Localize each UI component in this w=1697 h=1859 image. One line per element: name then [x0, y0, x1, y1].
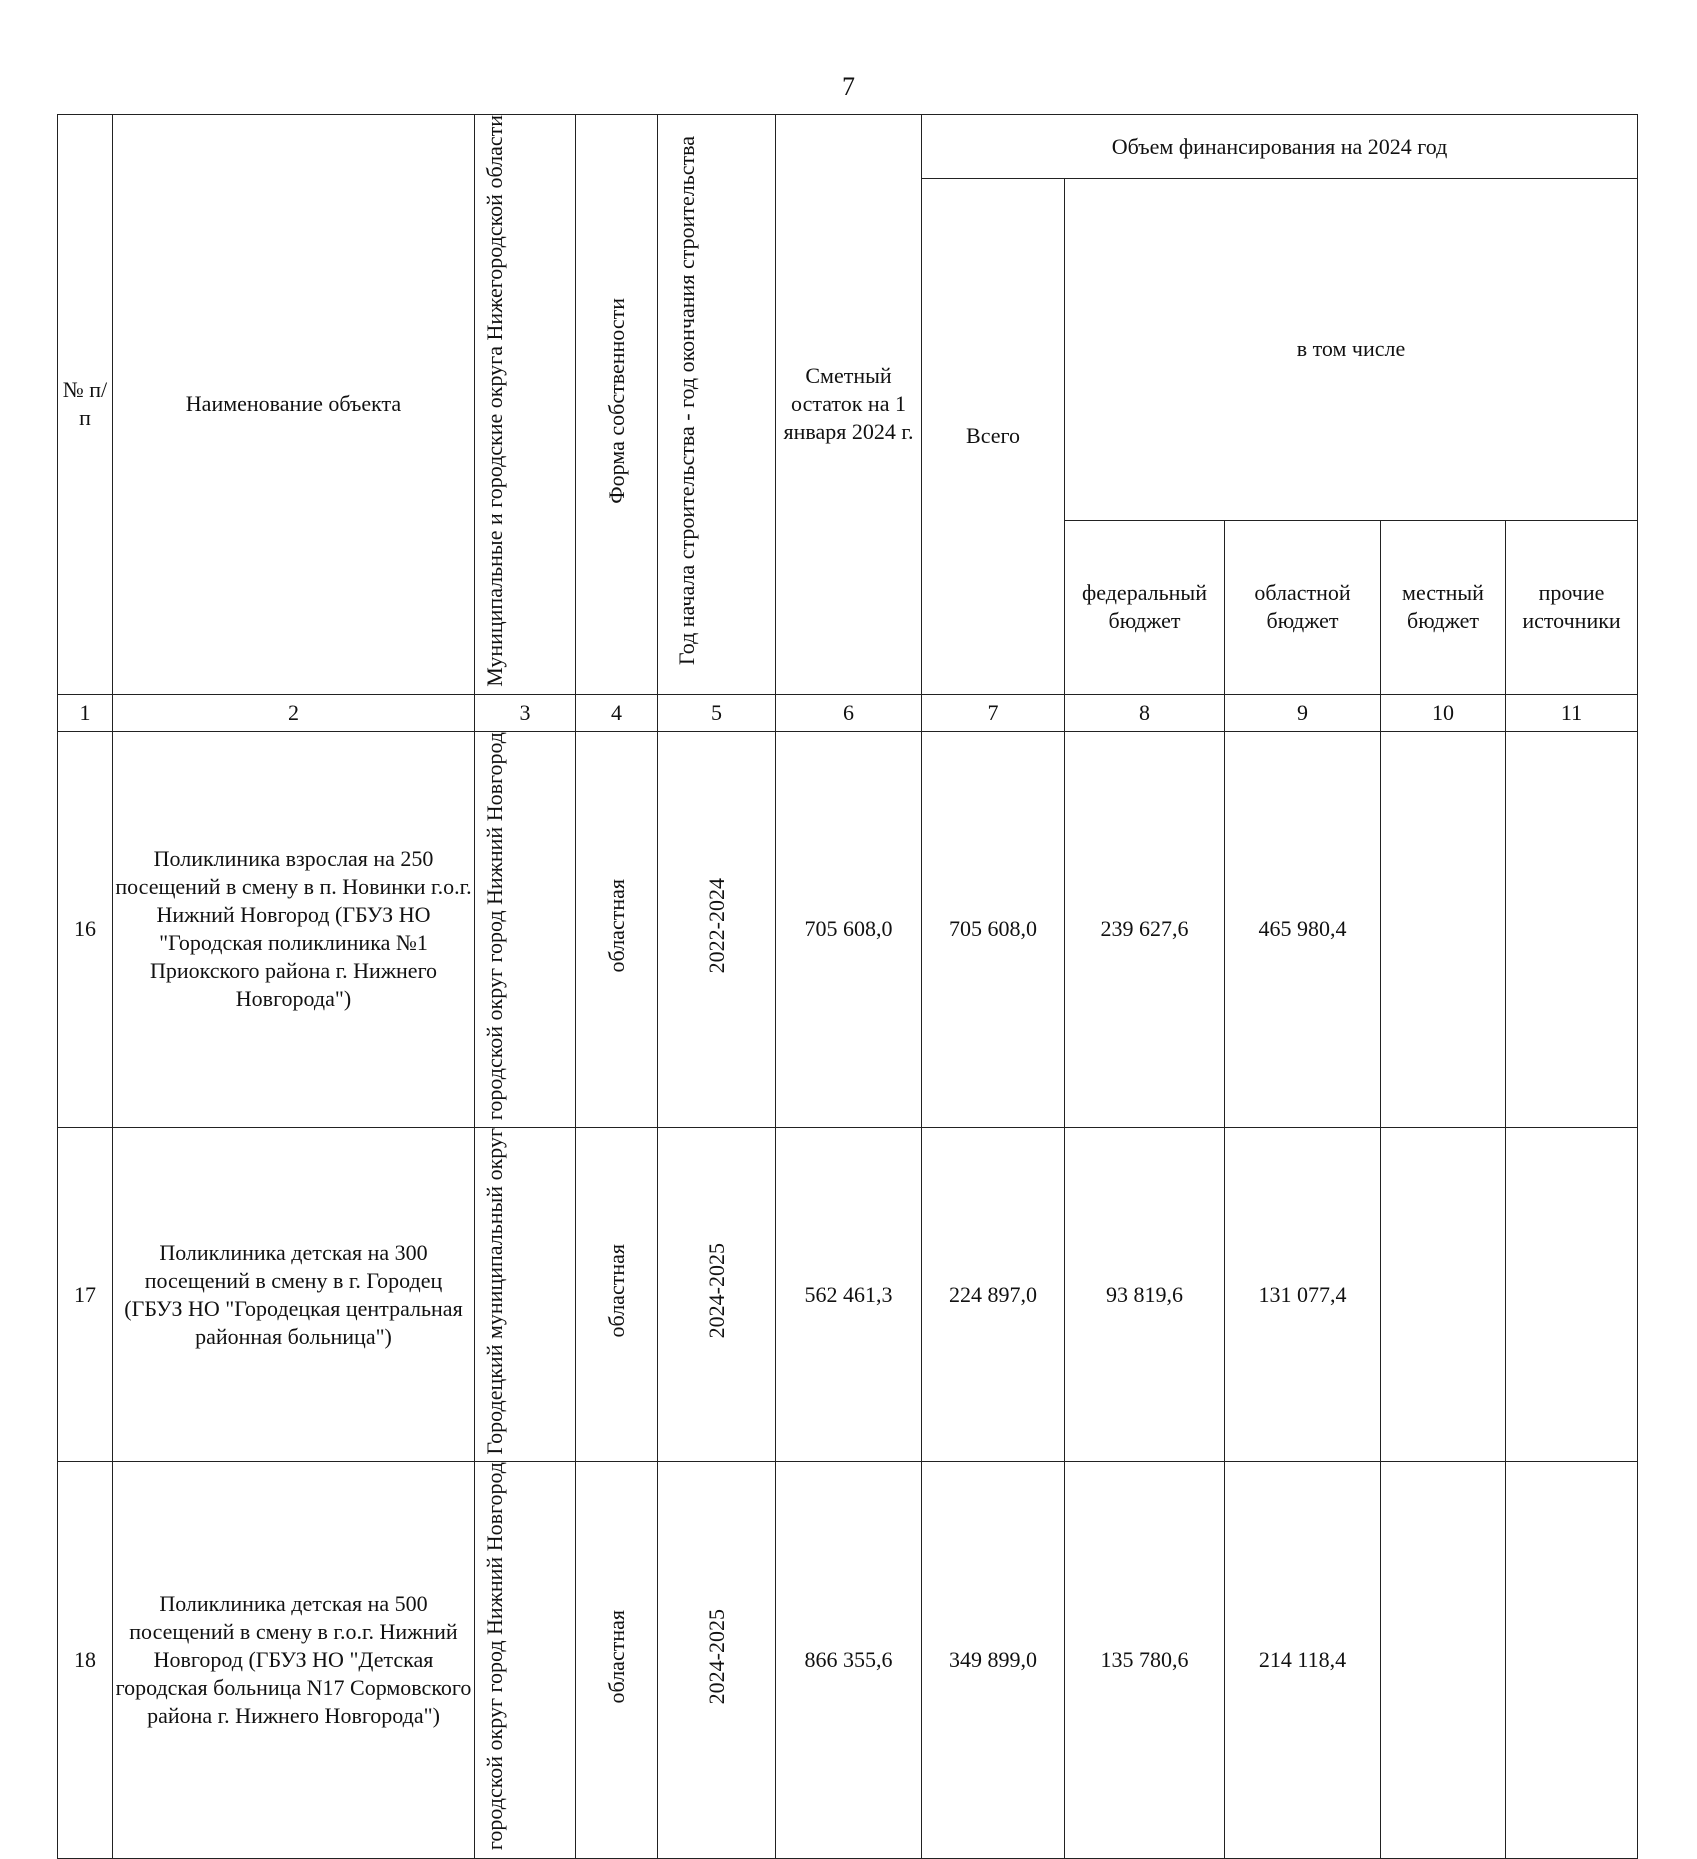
- row-municipality-cell: [475, 731, 576, 1127]
- row-municipality: городской округ город Нижний Новгород: [482, 1462, 507, 1851]
- row-total: 224 897,0: [922, 1127, 1065, 1462]
- column-number: 2: [113, 694, 475, 731]
- row-estimate: 866 355,6: [776, 1462, 922, 1858]
- column-number-row: [58, 694, 1638, 731]
- row-years: 2024-2025: [703, 1243, 729, 1339]
- row-municipality-cell: [475, 1462, 576, 1858]
- row-ownership-cell: [576, 1127, 658, 1462]
- row-years-cell: [658, 1127, 776, 1462]
- table-row: [58, 1462, 1638, 1858]
- row-estimate: 705 608,0: [776, 731, 922, 1127]
- header-municipality: Муниципальные и городские округа Нижегородской области: [482, 115, 507, 687]
- row-years-cell: [658, 731, 776, 1127]
- row-ownership-cell: [576, 1462, 658, 1858]
- header-ownership-cell: [576, 115, 658, 695]
- row-regional: 465 980,4: [1225, 731, 1381, 1127]
- column-number: 5: [658, 694, 776, 731]
- row-other: [1506, 731, 1638, 1127]
- column-number: 6: [776, 694, 922, 731]
- column-number: 3: [475, 694, 576, 731]
- header-total: Всего: [922, 179, 1065, 695]
- column-number: 1: [58, 694, 113, 731]
- row-estimate: 562 461,3: [776, 1127, 922, 1462]
- header-ownership: Форма собственности: [603, 297, 629, 504]
- row-local: [1381, 1127, 1506, 1462]
- row-regional: 131 077,4: [1225, 1127, 1381, 1462]
- row-total: 705 608,0: [922, 731, 1065, 1127]
- row-total: 349 899,0: [922, 1462, 1065, 1858]
- row-federal: 239 627,6: [1065, 731, 1225, 1127]
- row-num: 16: [58, 731, 113, 1127]
- row-local: [1381, 731, 1506, 1127]
- row-ownership: областная: [603, 1244, 629, 1338]
- row-local: [1381, 1462, 1506, 1858]
- row-federal: 135 780,6: [1065, 1462, 1225, 1858]
- header-other: прочие источники: [1506, 520, 1638, 694]
- row-regional: 214 118,4: [1225, 1462, 1381, 1858]
- row-municipality-cell: [475, 1127, 576, 1462]
- row-object-name: Поликлиника взрослая на 250 посещений в смену в п. Новинки г.о.г. Нижний Новгород (ГБУЗ НО "Городская поликлиника №1 Приокского района г. Нижнего Новгорода"): [113, 731, 475, 1127]
- table-row: [58, 1127, 1638, 1462]
- column-number: 8: [1065, 694, 1225, 731]
- header-municipality-cell: [475, 115, 576, 695]
- row-num: 17: [58, 1127, 113, 1462]
- header-local: местный бюджет: [1381, 520, 1506, 694]
- header-estimate: Сметный остаток на 1 января 2024 г.: [776, 115, 922, 695]
- row-other: [1506, 1127, 1638, 1462]
- header-financing: Объем финансирования на 2024 год: [922, 115, 1638, 179]
- row-object-name: Поликлиника детская на 500 посещений в смену в г.о.г. Нижний Новгород (ГБУЗ НО "Детская городская больница N17 Сормовского района г. Нижнего Новгорода"): [113, 1462, 475, 1858]
- column-number: 7: [922, 694, 1065, 731]
- header-num: № п/п: [58, 115, 113, 695]
- row-ownership: областная: [603, 1609, 629, 1704]
- financing-table: [57, 114, 1638, 1859]
- row-num: 18: [58, 1462, 113, 1858]
- row-municipality: городской округ город Нижний Новгород: [482, 731, 507, 1120]
- row-years: 2022-2024: [703, 878, 729, 974]
- header-federal: федеральный бюджет: [1065, 520, 1225, 694]
- row-ownership-cell: [576, 731, 658, 1127]
- table-row: [58, 731, 1638, 1127]
- row-years-cell: [658, 1462, 776, 1858]
- column-number: 11: [1506, 694, 1638, 731]
- column-number: 4: [576, 694, 658, 731]
- header-years: Год начала строительства - год окончания строительства: [673, 136, 699, 666]
- row-federal: 93 819,6: [1065, 1127, 1225, 1462]
- column-number: 10: [1381, 694, 1506, 731]
- header-years-cell: [658, 115, 776, 695]
- column-number: 9: [1225, 694, 1381, 731]
- row-years: 2024-2025: [703, 1608, 729, 1705]
- header-including: в том числе: [1065, 179, 1638, 521]
- row-object-name: Поликлиника детская на 300 посещений в смену в г. Городец (ГБУЗ НО "Городецкая центральная районная больница"): [113, 1127, 475, 1462]
- row-municipality: Городецкий муниципальный округ: [482, 1127, 507, 1455]
- header-name: Наименование объекта: [113, 115, 475, 695]
- header-row-1: [58, 115, 1638, 179]
- page-number: 7: [842, 72, 855, 101]
- row-ownership: областная: [603, 879, 629, 973]
- header-regional: областной бюджет: [1225, 520, 1381, 694]
- row-other: [1506, 1462, 1638, 1858]
